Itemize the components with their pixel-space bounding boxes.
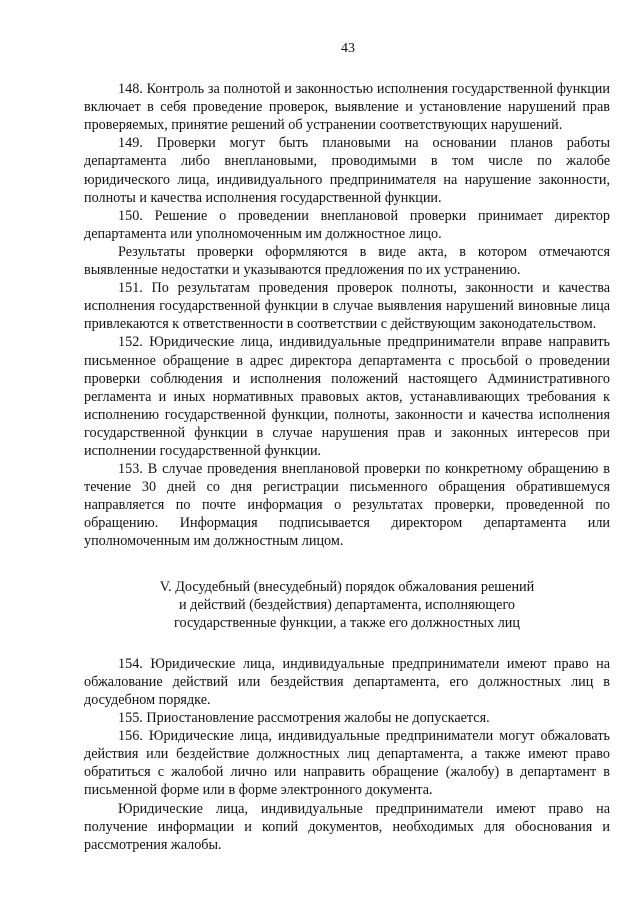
page-number: 43 (341, 41, 355, 56)
document-page (84, 40, 610, 854)
section-heading-line-2: и действий (бездействия) департамента, исполняющего (178, 596, 516, 613)
section-heading-line-1: V. Досудебный (внесудебный) порядок обжалования решений (159, 578, 535, 595)
paragraph-152: 152. Юридические лица, индивидуальные предприниматели вправе направить письменное обращение в адрес директора департамента с просьбой о проведении проверки соблюдения и исполнения положений настоящего Административного регламента и иных нормативных правовых актов, устанавливающих требования к исполнению государственной функции, полноты, законности и качества исполнения государственной функции в случае нарушения прав и законных интересов при исполнении государственной функции. (84, 334, 610, 459)
paragraph-complaint-info-right: Юридические лица, индивидуальные предприниматели имеют право на получение информации и копий документов, необходимых для обоснования и рассмотрения жалобы. (84, 800, 610, 853)
paragraph-148: 148. Контроль за полнотой и законностью исполнения государственной функции включает в себя проведение проверок, выявление и установление нарушений прав проверяемых, принятие решений об устранении соответствующих нарушений. (84, 81, 610, 134)
paragraph-150: 150. Решение о проведении внеплановой проверки принимает директор департамента или уполномоченным им должностное лицо. (84, 207, 610, 242)
paragraph-153: 153. В случае проведения внеплановой проверки по конкретному обращению в течение 30 дней со дня регистрации письменного обращения обратившемуся направляется по почте информация о результатах проверки, проведенной по обращению. Информация подписывается директором департамента или уполномоченным им должностным лицом. (84, 461, 610, 550)
paragraph-151: 151. По результатам проведения проверок полноты, законности и качества исполнения государственной функции в случае выявления нарушений виновные лица привлекаются к ответственности в соответствии с действующим законодательством. (84, 280, 610, 333)
paragraph-156: 156. Юридические лица, индивидуальные предприниматели могут обжаловать действия или бездействие должностных лиц департамента, а также имеют право обратиться с жалобой лично или направить обращение (жалобу) в департамент в письменной форме или в форме электронного документа. (84, 728, 610, 799)
section-heading-line-3: государственные функции, а также его должностных лиц (174, 614, 520, 631)
section-heading (90, 578, 604, 632)
paragraph-inspection-results: Результаты проверки оформляются в виде акта, в котором отмечаются выявленные недостатки и указываются предложения по их устранению. (84, 243, 610, 279)
paragraph-149: 149. Проверки могут быть плановыми на основании планов работы департамента либо внеплановыми, проводимыми в том числе по жалобе юридического лица, индивидуального предпринимателя на нарушение законности, полноты и качества исполнения государственной функции. (84, 135, 610, 206)
paragraph-154: 154. Юридические лица, индивидуальные предприниматели имеют право на обжалование действий или бездействия департамента, его должностных лиц в досудебном порядке. (84, 655, 610, 708)
paragraph-155: 155. Приостановление рассмотрения жалобы не допускается. (118, 710, 490, 727)
